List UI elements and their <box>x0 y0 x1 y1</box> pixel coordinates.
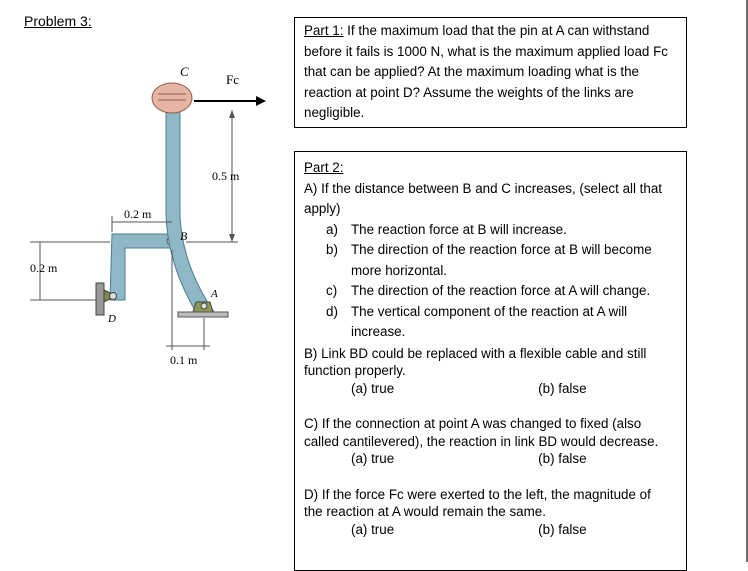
qd: D) If the force Fc were exerted to the left, the magnitude of the reaction at A would remain the same. (a) true (b) false <box>304 486 651 537</box>
qa-line-0: A) If the distance between B and C increases, (select all that <box>304 180 663 196</box>
part1-line-2: that can be applied? At the maximum loading what is the <box>304 64 639 79</box>
label-fc: Fc <box>226 72 239 87</box>
label-05m: 0.5 m <box>212 169 240 183</box>
part1-line-1: before it fails is 1000 N, what is the maximum applied load Fᴄ <box>304 43 668 59</box>
qb: B) Link BD could be replaced with a flexible cable and still function properly. (a) true (b) false <box>304 345 647 396</box>
mechanism-figure <box>0 0 290 400</box>
label-01m: 0.1 m <box>170 353 198 367</box>
qa-line-1: apply) <box>304 201 341 216</box>
qd-true[interactable]: (a) true <box>351 521 395 537</box>
part1-line-0: Part 1: If the maximum load that the pin at A can withstand <box>304 23 650 38</box>
pin-a <box>201 303 207 309</box>
lever-arm <box>166 104 214 312</box>
label-c: C <box>180 64 189 79</box>
label-d: D <box>108 313 116 325</box>
part2-box <box>294 151 687 571</box>
qa-option-a[interactable]: a) The reaction force at B will increase. <box>326 221 567 237</box>
hand-icon <box>152 83 192 113</box>
part1-box <box>294 17 687 128</box>
qa-option-c[interactable]: c) The direction of the reaction force at A will change. <box>326 283 651 298</box>
label-a: A <box>211 288 218 300</box>
problem-title: Problem 3: <box>24 13 92 29</box>
part2-heading: Part 2: <box>304 160 344 175</box>
part1-heading: Part 1: <box>304 23 344 38</box>
pin-d <box>110 293 117 300</box>
support-d <box>96 283 104 315</box>
qb-true[interactable]: (a) true <box>351 380 395 396</box>
qa-option-d[interactable]: d) The vertical component of the reaction at A will increase. <box>326 303 628 339</box>
part1-line-3: reaction at point D? Assume the weights of the links are <box>304 84 634 100</box>
qa-option-b[interactable]: b) The direction of the reaction force at B will become more horizontal. <box>326 242 652 278</box>
label-b: B <box>180 229 188 243</box>
qb-false[interactable]: (b) false <box>538 380 587 396</box>
label-02m-left: 0.2 m <box>30 261 58 275</box>
qd-false[interactable]: (b) false <box>538 521 587 537</box>
qc-false[interactable]: (b) false <box>538 451 587 466</box>
qc-true[interactable]: (a) true <box>351 451 395 466</box>
label-02m-top: 0.2 m <box>124 207 152 221</box>
link-bd <box>110 234 172 300</box>
part1-line-4: negligible. <box>304 105 365 120</box>
qc: C) If the connection at point A was changed to fixed (also called cantilevered), the reaction in link BD would decrease. (a) true (b) false <box>304 416 659 466</box>
